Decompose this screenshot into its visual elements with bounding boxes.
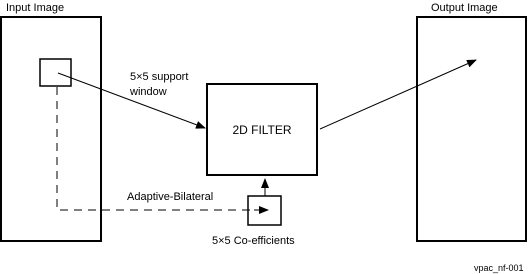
support-window-label-line1: 5×5 support <box>130 71 189 83</box>
support-window-box <box>40 59 71 86</box>
output-image-label: Output Image <box>431 2 498 14</box>
coefficients-label: 5×5 Co-efficients <box>212 235 295 247</box>
input-image-label: Input Image <box>6 2 65 14</box>
filter-label: 2D FILTER <box>232 123 292 137</box>
filter-to-output-arrow <box>320 60 476 129</box>
figure-id-label: vpac_nf-001 <box>474 263 524 273</box>
input-image-box <box>1 17 101 241</box>
support-window-label-line2: window <box>130 86 167 98</box>
output-image-box <box>417 17 526 241</box>
adaptive-bilateral-label: Adaptive-Bilateral <box>127 191 214 203</box>
